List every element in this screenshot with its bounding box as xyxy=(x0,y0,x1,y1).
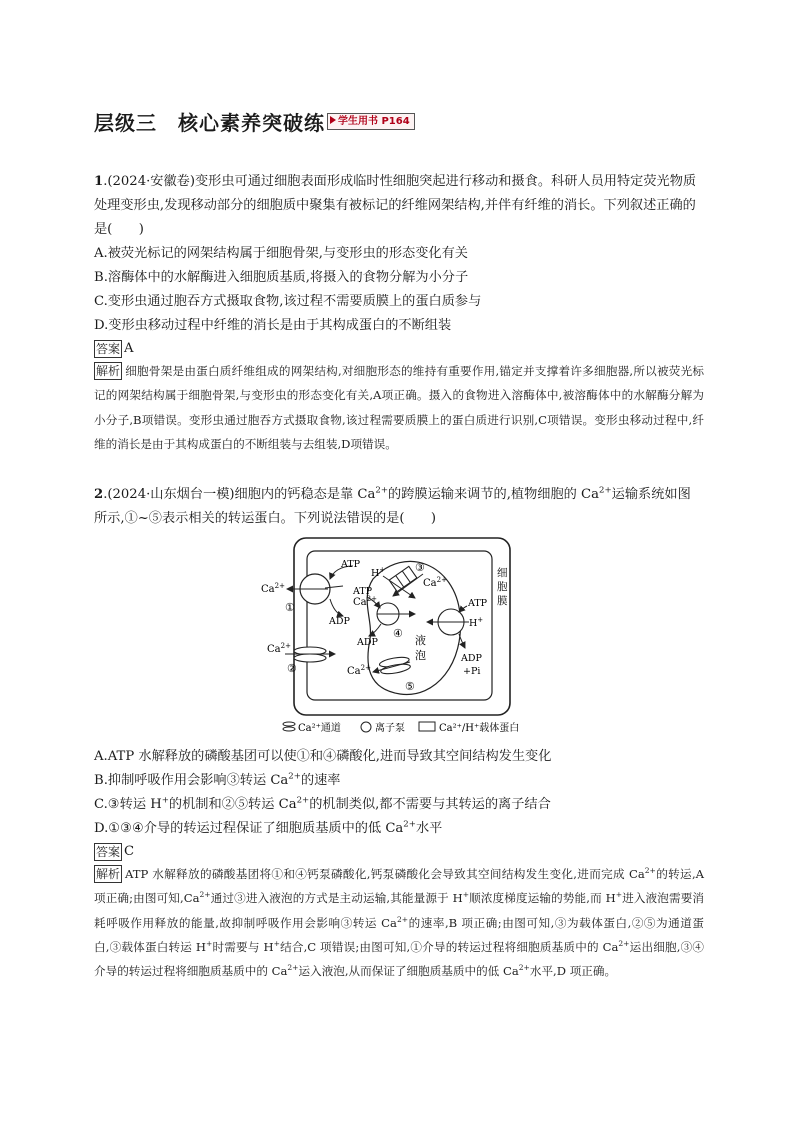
number-5: ⑤ xyxy=(405,680,415,693)
superscript: + xyxy=(161,795,169,806)
superscript: 2+ xyxy=(287,963,299,973)
question-2-explanation xyxy=(94,862,704,983)
calcium-transport-diagram xyxy=(255,534,545,742)
question-1-answer xyxy=(94,340,134,358)
number-4: ④ xyxy=(393,627,403,640)
ca-label: $Ca^{2+}$ xyxy=(261,582,285,595)
question-1-option-c[interactable]: C.变形虫通过胞吞方式摄取食物,该过程不需要质膜上的蛋白质参与 xyxy=(94,294,482,309)
superscript: 2+ xyxy=(396,914,409,924)
membrane-label-1: 细 xyxy=(497,567,508,579)
explanation-text: 水平,D 项正确。 xyxy=(529,964,617,979)
channel-5 xyxy=(379,656,411,676)
number-2: ② xyxy=(287,662,297,675)
atp-label: ATP xyxy=(468,598,488,609)
question-1-number: 1 xyxy=(94,174,104,189)
question-2-answer xyxy=(94,843,134,861)
question-1-stem xyxy=(94,170,702,242)
superscript: 2+ xyxy=(518,963,530,973)
option-text: C.③转运 H xyxy=(94,797,162,812)
ca-label: $Ca^{2+}$ xyxy=(423,576,447,589)
atp-label: ATP xyxy=(353,586,373,597)
question-2-option-b[interactable] xyxy=(94,769,341,793)
stem-text: 的跨膜运输来调节的,植物细胞的 Ca xyxy=(388,487,600,502)
h-label: H+ xyxy=(371,566,386,579)
option-text: 的速率 xyxy=(300,773,341,788)
answer-tag: 答案 xyxy=(96,845,121,859)
question-1-explanation xyxy=(94,359,704,456)
legend-pump: 离子泵 xyxy=(375,723,405,734)
explanation-tag: 解析 xyxy=(96,364,121,378)
superscript: 2+ xyxy=(618,939,630,949)
stem-text: .(2024·山东烟台一模)细胞内的钙稳态是靠 Ca xyxy=(103,487,376,502)
question-1-option-b[interactable]: B.溶酶体中的水解酶进入细胞质基质,将摄入的食物分解为小分子 xyxy=(94,270,469,285)
book-ref-text: 学生用书 P164 xyxy=(338,115,410,127)
ca-label: $Ca^{2+}$ xyxy=(267,642,291,655)
section-header xyxy=(94,106,415,136)
number-3: ③ xyxy=(415,561,425,574)
question-2-option-d[interactable] xyxy=(94,817,442,841)
explanation-text: 细胞骨架是由蛋白质纤维组成的网架结构,对细胞形态的维持有重要作用,锚定并支撑着许多细胞器,所以被荧光标记的网架结构属于细胞骨架,与变形虫的形态变化有关,A项正确。摄入的食物进入溶酶体中,被溶酶体中的水解酶分解为小分子,B项错误。变形虫通过胞吞方式摄取食物,该过程需要质膜上的蛋白质进行识别,C项错误。变形虫移动过程中,纤维的消长是由于其构成蛋白的不断组装与去组装,D项错误。 xyxy=(94,364,704,451)
section-title: 层级三 核心素养突破练 xyxy=(94,110,325,135)
superscript: 2+ xyxy=(288,771,301,782)
superscript: 2+ xyxy=(644,866,656,876)
explanation-text: 的速率,B 项正确;由图可知,③为载体蛋白,②⑤为通道蛋白,③载体蛋白转运 H xyxy=(94,915,705,954)
explanation-text: ATP 水解释放的磷酸基团将①和④钙泵磷酸化,钙泵磷酸化会导致其空间结构发生变化,进而完成 Ca xyxy=(125,867,645,881)
explanation-text: 运入液泡,从而保证了细胞质基质中的低 Ca xyxy=(298,964,519,979)
membrane-label-3: 膜 xyxy=(497,595,508,607)
question-1-option-a[interactable]: A.被荧光标记的网架结构属于细胞骨架,与变形虫的形态变化有关 xyxy=(94,246,468,261)
adp-label: ADP xyxy=(329,616,350,627)
legend-carrier: Ca²⁺/H⁺载体蛋白 xyxy=(439,723,520,734)
superscript: + xyxy=(206,939,213,949)
answer-value: C xyxy=(124,844,135,859)
answer-value: A xyxy=(124,341,134,356)
question-1-option-d[interactable]: D.变形虫移动过程中纤维的消长是由于其构成蛋白的不断组装 xyxy=(94,318,452,333)
pi-label: +Pi xyxy=(463,666,481,677)
adp-label: ADP xyxy=(357,637,378,648)
question-2-option-a[interactable]: A.ATP 水解释放的磷酸基团可以使①和④磷酸化,进而导致其空间结构发生变化 xyxy=(94,749,552,764)
explanation-text: 时需要与 H xyxy=(212,939,274,954)
superscript: + xyxy=(615,890,623,900)
explanation-text: 顺浓度梯度运输的势能,而 H xyxy=(469,891,616,906)
student-book-reference[interactable] xyxy=(327,113,415,130)
explanation-tag: 解析 xyxy=(96,867,121,881)
arrow-icon xyxy=(330,116,336,124)
option-text: D.①③④介导的转运过程保证了细胞质基质中的低 Ca xyxy=(94,821,404,836)
superscript: + xyxy=(462,890,470,900)
explanation-text: 的转运,A 项正确;由图可知,Ca xyxy=(94,867,704,906)
superscript: 2+ xyxy=(403,819,416,830)
superscript: 2+ xyxy=(296,795,310,806)
option-text: B.抑制呼吸作用会影响③转运 Ca xyxy=(94,773,289,788)
adp-label: ADP xyxy=(461,653,482,664)
membrane-label-2: 胞 xyxy=(497,581,508,593)
superscript: 2+ xyxy=(375,485,389,496)
superscript: 2+ xyxy=(199,890,211,900)
atp-label: ATP xyxy=(341,559,361,570)
carrier-3 xyxy=(389,566,417,591)
answer-tag: 答案 xyxy=(96,342,121,356)
explanation-text: 运出细胞,③④介导的转运过程将细胞质基质中的 Ca xyxy=(94,939,704,979)
option-text: 的机制和②⑤转运 Ca xyxy=(168,797,297,812)
question-2-option-c[interactable] xyxy=(94,793,551,817)
question-2-number: 2 xyxy=(94,487,104,502)
number-1: ① xyxy=(285,601,295,614)
legend-channel: Ca²⁺通道 xyxy=(298,723,341,734)
vacuole-label-1: 液 xyxy=(415,634,426,647)
h-label: H+ xyxy=(469,616,484,629)
explanation-text: 结合,C 项错误;由图可知,①介导的转运过程将细胞质基质中的 Ca xyxy=(279,939,619,954)
ca-label: $Ca^{2+}$ xyxy=(353,595,377,608)
option-text: 水平 xyxy=(415,821,443,836)
question-2-stem xyxy=(94,483,702,531)
option-text: 的机制类似,都不需要与其转运的离子结合 xyxy=(309,797,551,812)
superscript: + xyxy=(273,939,280,949)
superscript: 2+ xyxy=(599,485,612,496)
question-1-text: .(2024·安徽卷)变形虫可通过细胞表面形成临时性细胞突起进行移动和摄食。科研人员用特定荧光物质处理变形虫,发现移动部分的细胞质中聚集有被标记的纤维网架结构,并伴有纤维的消长。下列叙述正确的是( ) xyxy=(94,174,697,237)
stem-text: 运输系统如图所示,①~⑤表示相关的转运蛋白。下列说法错误的是( ) xyxy=(94,487,691,526)
vacuole-label-2: 泡 xyxy=(415,649,426,662)
figure-legend xyxy=(283,721,519,734)
explanation-text: 进入液泡需要消耗呼吸作用释放的能量,故抑制呼吸作用会影响③转运 Ca xyxy=(94,891,705,930)
ca-label: $Ca^{2+}$ xyxy=(347,664,371,677)
explanation-text: 通过③进入液泡的方式是主动运输,其能量源于 H xyxy=(210,891,463,906)
